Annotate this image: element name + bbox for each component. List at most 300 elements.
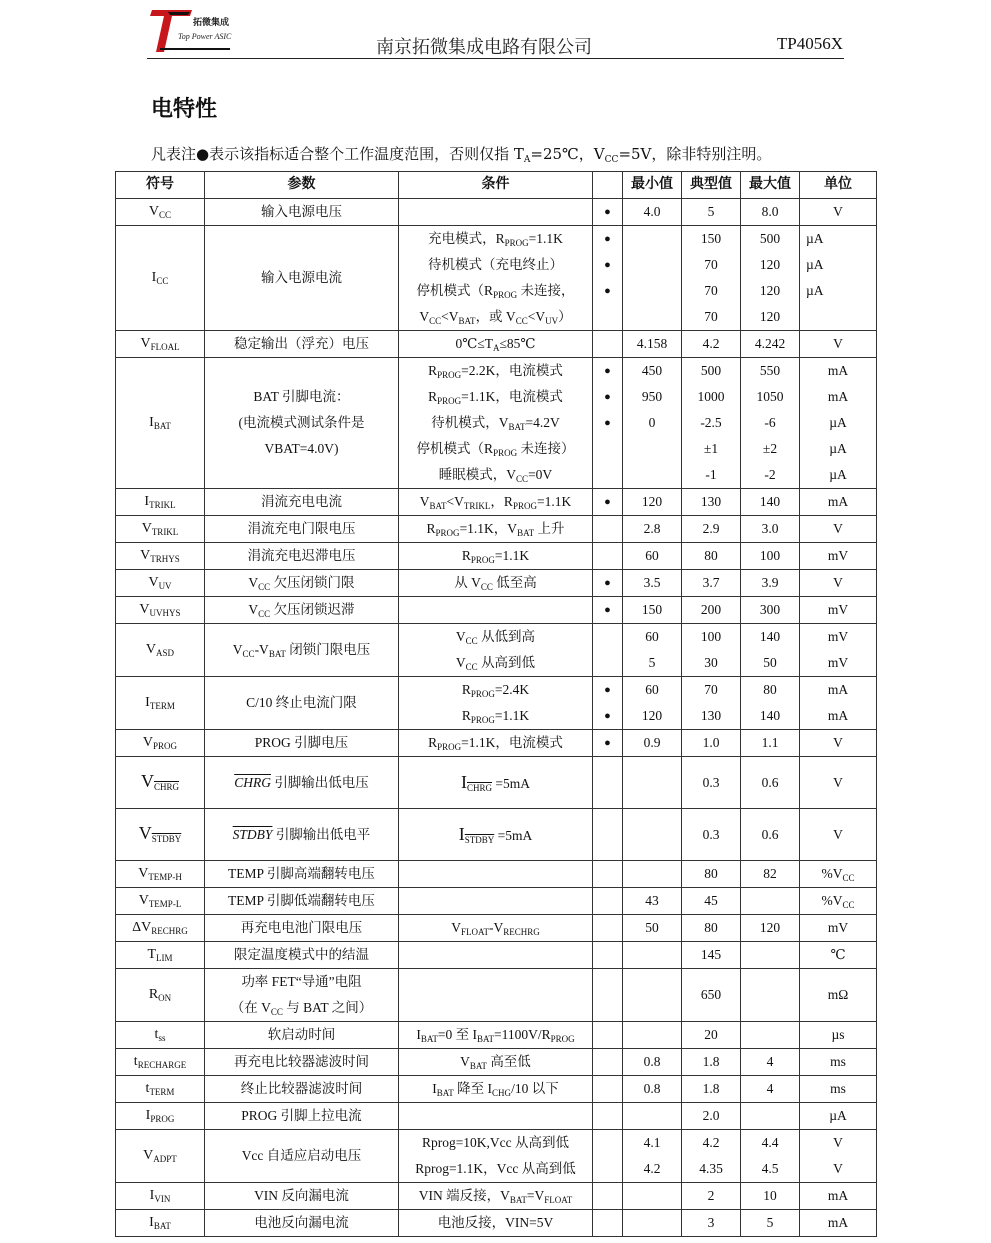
cell-min-line: 4.2 [643, 1161, 661, 1176]
cell-min: 2.8 [623, 516, 682, 543]
cell-unit: $\%V_{CC}$ [800, 888, 877, 915]
cell-cond-line: 待机模式（充电终止） [428, 257, 563, 272]
cell-max [741, 969, 800, 1022]
table-row [116, 597, 877, 624]
cell-unit: V [800, 730, 877, 757]
cell-cond: VIN 端反接，$V_{BAT}=V_{FLOAT}$ [399, 1183, 593, 1210]
cell-param: 软启动时间 [205, 1022, 399, 1049]
cell-cond: 从 $V_{CC}$ 低至高 [399, 570, 593, 597]
cell-param: TEMP 引脚低端翻转电压 [205, 888, 399, 915]
cell-max: 4.242 [741, 331, 800, 358]
cell-cond [399, 888, 593, 915]
cell-typ-line: 150 [700, 231, 722, 246]
header-parameter: 参数 [205, 172, 399, 199]
cell-max [741, 1022, 800, 1049]
cell-param: PROG 引脚上拉电流 [205, 1103, 399, 1130]
cell-dot: ● [593, 597, 623, 624]
cell-unit: V [800, 809, 877, 861]
cell-typ: 1.8 [682, 1049, 741, 1076]
cell-dot [593, 942, 623, 969]
cell-min: 50 [623, 915, 682, 942]
cell-dot [593, 1183, 623, 1210]
cell-param-line: 功率 FET“导通”电阻 [241, 974, 362, 989]
cell-typ-line: 130 [700, 708, 722, 723]
cell-max [741, 1103, 800, 1130]
table-row [116, 1103, 877, 1130]
cell-cond: $I_{BAT}=0$ 至 $I_{BAT}=1100V/R_{PROG}$ [399, 1022, 593, 1049]
cell-param: 输入电源电流 [205, 226, 399, 331]
cell-unit: $\%V_{CC}$ [800, 861, 877, 888]
cell-max: 300 [741, 597, 800, 624]
cell-max: 5 [741, 1210, 800, 1237]
cell-max [741, 677, 800, 730]
cell-min-line: 0 [648, 415, 656, 430]
cell-unit: µs [800, 1022, 877, 1049]
cell-max: 3.0 [741, 516, 800, 543]
cell-unit: V [800, 570, 877, 597]
cell-cond [399, 1130, 593, 1183]
cell-typ: 145 [682, 942, 741, 969]
cell-min-line [623, 304, 681, 330]
cell-dot [593, 969, 623, 1022]
cell-typ: 80 [682, 543, 741, 570]
cell-max: 1.1 [741, 730, 800, 757]
cell-unit: µA [800, 1103, 877, 1130]
cell-min-line: 4.1 [643, 1135, 661, 1150]
cell-dot: ● [593, 730, 623, 757]
cell-dot-line [593, 462, 622, 488]
cell-unit [800, 624, 877, 677]
header-typ: 典型值 [682, 172, 741, 199]
cell-unit: V [800, 331, 877, 358]
cell-max-line: 4.5 [761, 1161, 779, 1176]
cell-unit-line: µA [829, 467, 847, 482]
table-row [116, 1076, 877, 1103]
header-condition: 条件 [399, 172, 593, 199]
table-row [116, 624, 877, 677]
cell-dot-line: ● [604, 417, 611, 429]
cell-min: 120 [623, 489, 682, 516]
cell-sym: $V_{PROG}$ [116, 730, 205, 757]
cell-param: 涓流充电门限电压 [205, 516, 399, 543]
cell-cond: $R_{PROG}=1.1K$，电流模式 [399, 730, 593, 757]
cell-min [623, 624, 682, 677]
cell-param: 涓流充电迟滞电压 [205, 543, 399, 570]
cell-typ: 4.2 [682, 331, 741, 358]
cell-cond [399, 358, 593, 489]
cell-min-line: 60 [645, 682, 659, 697]
cell-sym: $I_{VIN}$ [116, 1183, 205, 1210]
cell-dot [593, 331, 623, 358]
cell-unit-line: µA [806, 283, 824, 298]
cell-min [623, 1183, 682, 1210]
cell-typ: 1.8 [682, 1076, 741, 1103]
cell-min: 0.8 [623, 1049, 682, 1076]
cell-param: 再充电电池门限电压 [205, 915, 399, 942]
cell-typ-line: 70 [704, 283, 718, 298]
cell-max-line: -6 [764, 415, 776, 430]
cell-min: 4.158 [623, 331, 682, 358]
cell-min [623, 861, 682, 888]
cell-unit-line [806, 304, 876, 330]
cell-typ-line: -2.5 [700, 415, 722, 430]
cell-typ: 80 [682, 861, 741, 888]
cell-max: 120 [741, 915, 800, 942]
cell-min [623, 358, 682, 489]
cell-max-line: 500 [759, 231, 781, 246]
cell-param: $V_{CC}$ 欠压闭锁门限 [205, 570, 399, 597]
cell-min-line [623, 252, 681, 278]
cell-typ: 3 [682, 1210, 741, 1237]
cell-param: 终止比较器滤波时间 [205, 1076, 399, 1103]
table-row [116, 1049, 877, 1076]
cell-min: 4.0 [623, 199, 682, 226]
cell-unit: ms [800, 1049, 877, 1076]
cell-sym: $I_{CC}$ [116, 226, 205, 331]
header-symbol: 符号 [116, 172, 205, 199]
cell-cond-line: 睡眠模式，$V_{CC}=0V$ [438, 467, 553, 484]
company-name: 南京拓微集成电路有限公司 [376, 37, 592, 58]
part-number: TP4056X [776, 34, 843, 53]
cell-dot-line: ● [604, 259, 611, 271]
table-row [116, 226, 877, 331]
cell-cond: $V_{FLOAT}-V_{RECHRG}$ [399, 915, 593, 942]
table-row [116, 915, 877, 942]
cell-dot [593, 358, 623, 489]
cell-min-line: 120 [641, 708, 663, 723]
cell-cond [399, 226, 593, 331]
table-row [116, 1130, 877, 1183]
cell-param: 输入电源电压 [205, 199, 399, 226]
cell-sym: $t_{RECHARGE}$ [116, 1049, 205, 1076]
cell-min: 3.5 [623, 570, 682, 597]
cell-min [623, 226, 682, 331]
cell-typ: 5 [682, 199, 741, 226]
table-row [116, 809, 877, 861]
cell-min: 60 [623, 543, 682, 570]
cell-typ: 2 [682, 1183, 741, 1210]
cell-cond: $V_{BAT}$ 高至低 [399, 1049, 593, 1076]
cell-max [741, 226, 800, 331]
cell-dot [593, 1049, 623, 1076]
logo-chinese-text: 拓微集成 [193, 18, 230, 28]
cell-min [623, 677, 682, 730]
cell-min [623, 809, 682, 861]
section-title: 电特性 [151, 96, 218, 122]
cell-max-line: 4.4 [761, 1135, 779, 1150]
cell-max: 82 [741, 861, 800, 888]
cell-param: 稳定输出（浮充）电压 [205, 331, 399, 358]
table-row [116, 969, 877, 1022]
cell-dot-line: ● [604, 391, 611, 403]
cell-param: PROG 引脚电压 [205, 730, 399, 757]
cell-dot-line [593, 304, 622, 330]
cell-cond [399, 624, 593, 677]
logo-english-text: Top Power ASIC [178, 32, 232, 41]
cell-unit-line: mA [827, 389, 849, 404]
table-row [116, 757, 877, 809]
cell-cond: $I_{CHRG} =5mA$ [399, 757, 593, 809]
cell-min [623, 1103, 682, 1130]
cell-unit [800, 677, 877, 730]
cell-unit: mA [800, 1183, 877, 1210]
cell-unit-line: mA [827, 363, 849, 378]
cell-max: 0.6 [741, 757, 800, 809]
cell-max: 100 [741, 543, 800, 570]
table-row [116, 861, 877, 888]
cell-typ [682, 677, 741, 730]
cell-param: CHRG 引脚输出低电压 [205, 757, 399, 809]
cell-max [741, 624, 800, 677]
cell-unit-line: mA [827, 708, 849, 723]
header-max: 最大值 [741, 172, 800, 199]
cell-unit: V [800, 757, 877, 809]
cell-typ: 80 [682, 915, 741, 942]
cell-sym: $I_{PROG}$ [116, 1103, 205, 1130]
cell-min-line: 950 [641, 389, 663, 404]
cell-param-line: BAT 引脚电流： [253, 389, 350, 404]
cell-dot-line [593, 1130, 622, 1156]
cell-max: 0.6 [741, 809, 800, 861]
cell-sym: $V_{UVHYS}$ [116, 597, 205, 624]
cell-dot: ● [593, 570, 623, 597]
cell-sym: $V_{ASD}$ [116, 624, 205, 677]
cell-cond-line: 停机模式（$R_{PROG}$ 未连接， [416, 283, 575, 300]
cell-min: 0.9 [623, 730, 682, 757]
cell-cond-line: $R_{PROG}=2.4K$ [461, 682, 530, 699]
cell-min-line [623, 278, 681, 304]
cell-dot [593, 226, 623, 331]
cell-min-line [623, 436, 681, 462]
cell-dot [593, 543, 623, 570]
cell-unit: mV [800, 597, 877, 624]
cell-max-line: 120 [759, 309, 781, 324]
cell-dot-line: ● [604, 285, 611, 297]
cell-param [205, 969, 399, 1022]
header-unit: 单位 [800, 172, 877, 199]
cell-max [741, 942, 800, 969]
cell-typ: 0.3 [682, 757, 741, 809]
cell-cond: $I_{STDBY} =5mA$ [399, 809, 593, 861]
electrical-characteristics-table [115, 171, 877, 1237]
cell-min-line: 450 [641, 363, 663, 378]
cell-max: 8.0 [741, 199, 800, 226]
cell-dot [593, 915, 623, 942]
cell-max [741, 358, 800, 489]
cell-dot [593, 1076, 623, 1103]
cell-min-line: 60 [645, 629, 659, 644]
cell-cond-line: 待机模式，$V_{BAT}=4.2V$ [431, 415, 560, 432]
cell-dot [593, 888, 623, 915]
table-row [116, 677, 877, 730]
cell-sym: $I_{BAT}$ [116, 358, 205, 489]
table-row [116, 516, 877, 543]
cell-typ-line: ±1 [703, 441, 719, 456]
cell-typ: 200 [682, 597, 741, 624]
table-row [116, 942, 877, 969]
cell-typ [682, 358, 741, 489]
table-row [116, 730, 877, 757]
cell-cond: $V_{BAT}<V_{TRIKL}$，$R_{PROG}=1.1K$ [399, 489, 593, 516]
cell-param: TEMP 引脚高端翻转电压 [205, 861, 399, 888]
cell-dot-line [593, 624, 622, 650]
cell-typ-line: 500 [700, 363, 722, 378]
cell-cond: $I_{BAT}$ 降至 $I_{CHG}/10$ 以下 [399, 1076, 593, 1103]
cell-sym: $R_{ON}$ [116, 969, 205, 1022]
cell-unit-line: mV [827, 629, 849, 644]
cell-unit-line: mA [827, 682, 849, 697]
cell-max-line: -2 [764, 467, 776, 482]
cell-typ-line: 70 [704, 682, 718, 697]
cell-dot [593, 1103, 623, 1130]
cell-unit: mA [800, 1210, 877, 1237]
cell-sym: $t_{ss}$ [116, 1022, 205, 1049]
cell-typ: 1.0 [682, 730, 741, 757]
cell-param-line [205, 358, 398, 384]
cell-sym: $I_{TERM}$ [116, 677, 205, 730]
cell-typ: 2.0 [682, 1103, 741, 1130]
cell-max-line: 50 [763, 655, 777, 670]
cell-max: 10 [741, 1183, 800, 1210]
cell-typ-line: 70 [704, 309, 718, 324]
cell-max: 140 [741, 489, 800, 516]
cell-dot [593, 516, 623, 543]
cell-cond [399, 597, 593, 624]
cell-dot-line: ● [604, 365, 611, 377]
cell-dot-line: ● [604, 684, 611, 696]
table-note: 凡表注●表示该指标适合整个工作温度范围，否则仅指 $T_A=25℃$，$V_{CC}=5V$，除非特别注明。 [151, 145, 772, 165]
cell-sym: $V_{TRHYS}$ [116, 543, 205, 570]
cell-unit: V [800, 516, 877, 543]
cell-cond-line: 停机模式（$R_{PROG}$ 未连接） [416, 441, 575, 458]
cell-sym: $V_{STDBY}$ [116, 809, 205, 861]
cell-typ: 130 [682, 489, 741, 516]
cell-unit [800, 226, 877, 331]
cell-dot-line [593, 650, 622, 676]
cell-unit-line: µA [829, 415, 847, 430]
cell-dot-line [593, 436, 622, 462]
cell-min [623, 1130, 682, 1183]
cell-unit: ms [800, 1076, 877, 1103]
cell-dot [593, 624, 623, 677]
cell-typ [682, 226, 741, 331]
cell-param: 再充电比较器滤波时间 [205, 1049, 399, 1076]
cell-unit: ℃ [800, 942, 877, 969]
cell-param [205, 358, 399, 489]
cell-typ: 0.3 [682, 809, 741, 861]
table-row [116, 1183, 877, 1210]
cell-unit [800, 1130, 877, 1183]
cell-param: VIN 反向漏电流 [205, 1183, 399, 1210]
cell-cond: $0℃\le T_A\le 85℃$ [399, 331, 593, 358]
cell-dot [593, 809, 623, 861]
cell-typ-line: 4.2 [702, 1135, 720, 1150]
cell-unit-line: V [833, 1161, 843, 1176]
cell-max-line: 140 [759, 708, 781, 723]
cell-param: $V_{CC}-V_{BAT}$ 闭锁门限电压 [205, 624, 399, 677]
table-row [116, 358, 877, 489]
cell-min: 0.8 [623, 1076, 682, 1103]
cell-max [741, 1130, 800, 1183]
cell-typ-line: 70 [704, 257, 718, 272]
cell-sym: $V_{CC}$ [116, 199, 205, 226]
cell-sym: $V_{UV}$ [116, 570, 205, 597]
cell-param-line [205, 462, 398, 488]
cell-typ: 3.7 [682, 570, 741, 597]
cell-dot-line [593, 1156, 622, 1182]
cell-typ-line: 4.35 [699, 1161, 723, 1176]
cell-min [623, 942, 682, 969]
cell-max-line: 120 [759, 283, 781, 298]
cell-sym: $V_{TRIKL}$ [116, 516, 205, 543]
cell-max-line: 120 [759, 257, 781, 272]
cell-unit-line: V [833, 1135, 843, 1150]
cell-min-line [623, 462, 681, 488]
cell-sym: $V_{TEMP-L}$ [116, 888, 205, 915]
cell-min: 43 [623, 888, 682, 915]
cell-unit-line: µA [806, 231, 824, 246]
cell-min-line [623, 226, 681, 252]
cell-cond [399, 677, 593, 730]
cell-param: STDBY 引脚输出低电平 [205, 809, 399, 861]
cell-sym: $I_{BAT}$ [116, 1210, 205, 1237]
cell-sym: $V_{CHRG}$ [116, 757, 205, 809]
cell-typ-line: 1000 [697, 389, 725, 404]
cell-dot [593, 677, 623, 730]
cell-typ-line: 30 [704, 655, 718, 670]
cell-cond: $R_{PROG}=1.1K$，$V_{BAT}$ 上升 [399, 516, 593, 543]
cell-typ: 650 [682, 969, 741, 1022]
cell-param: 限定温度模式中的结温 [205, 942, 399, 969]
cell-typ-line: -1 [705, 467, 717, 482]
cell-dot [593, 757, 623, 809]
cell-dot: ● [593, 199, 623, 226]
cell-cond-line: $V_{CC}$ 从低到高 [455, 629, 536, 646]
cell-cond [399, 861, 593, 888]
cell-unit: mA [800, 489, 877, 516]
cell-min [623, 757, 682, 809]
cell-min [623, 969, 682, 1022]
cell-cond [399, 969, 593, 1022]
cell-dot-line: ● [604, 233, 611, 245]
table-row [116, 199, 877, 226]
cell-min: 150 [623, 597, 682, 624]
cell-max-line: 80 [763, 682, 777, 697]
cell-dot [593, 1130, 623, 1183]
cell-cond [399, 199, 593, 226]
cell-cond [399, 1103, 593, 1130]
cell-dot-line: ● [604, 710, 611, 722]
cell-min-line: 5 [648, 655, 656, 670]
cell-param: $V_{CC}$ 欠压闭锁迟滞 [205, 597, 399, 624]
table-row [116, 1022, 877, 1049]
cell-typ: 20 [682, 1022, 741, 1049]
cell-typ [682, 1130, 741, 1183]
cell-unit [800, 358, 877, 489]
cell-param-line: （在 $V_{CC}$ 与 BAT 之间） [230, 1000, 373, 1017]
cell-unit-line: µA [829, 441, 847, 456]
cell-dot [593, 1022, 623, 1049]
cell-dot [593, 1210, 623, 1237]
cell-param-line: VBAT=4.0V) [264, 441, 339, 456]
cell-sym: $V_{FLOAL}$ [116, 331, 205, 358]
cell-param: Vcc 自适应启动电压 [205, 1130, 399, 1183]
cell-typ-line: 100 [700, 629, 722, 644]
cell-cond-line: $R_{PROG}=1.1K$ [461, 708, 530, 725]
cell-cond-line: $R_{PROG}=2.2K$，电流模式 [428, 363, 563, 380]
cell-unit: mV [800, 543, 877, 570]
cell-param: C/10 终止电流门限 [205, 677, 399, 730]
